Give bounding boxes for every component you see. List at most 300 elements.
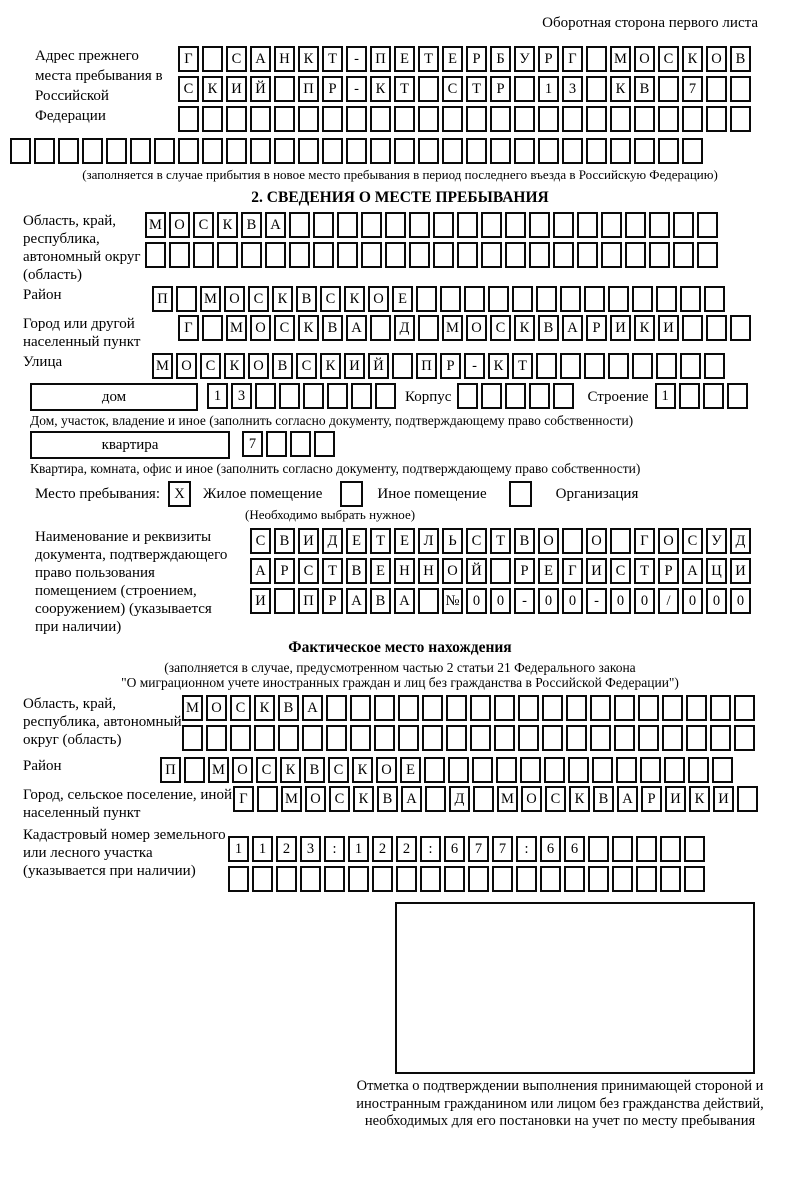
char-cell bbox=[420, 866, 441, 892]
char-cell bbox=[468, 866, 489, 892]
char-cell: Г bbox=[178, 315, 199, 341]
char-cell bbox=[466, 106, 487, 132]
char-cell bbox=[82, 138, 103, 164]
stroenie-label: Строение bbox=[587, 389, 649, 405]
char-cell bbox=[664, 757, 685, 783]
char-cell: М bbox=[610, 46, 631, 72]
char-cell bbox=[346, 138, 367, 164]
char-cell bbox=[590, 725, 611, 751]
section2-title: 2. СВЕДЕНИЯ О МЕСТЕ ПРЕБЫВАНИЯ bbox=[251, 189, 549, 206]
char-cell: И bbox=[250, 588, 271, 614]
char-cell bbox=[337, 242, 358, 268]
char-cell bbox=[710, 695, 731, 721]
char-cell bbox=[560, 286, 581, 312]
char-cell: : bbox=[324, 836, 345, 862]
char-cell: И bbox=[713, 786, 734, 812]
char-cell bbox=[616, 757, 637, 783]
fact-caption-line2: "О миграционном учете иностранных граждан и лиц без гражданства в Российской Федерации") bbox=[121, 675, 679, 690]
char-cell bbox=[290, 431, 311, 457]
char-cell: Е bbox=[394, 528, 415, 554]
char-cell: С bbox=[658, 46, 679, 72]
char-cell bbox=[448, 757, 469, 783]
fact-gorod-block bbox=[0, 786, 800, 822]
char-cell: И bbox=[298, 528, 319, 554]
char-cell bbox=[241, 242, 262, 268]
char-cell bbox=[327, 383, 348, 409]
char-cell: У bbox=[706, 528, 727, 554]
char-cell: В bbox=[296, 286, 317, 312]
char-cell bbox=[424, 757, 445, 783]
char-cell: С bbox=[466, 528, 487, 554]
char-cell: В bbox=[538, 315, 559, 341]
page-side-note: Оборотная сторона первого листа bbox=[542, 15, 758, 31]
char-cell bbox=[679, 383, 700, 409]
char-cell bbox=[658, 76, 679, 102]
char-cell bbox=[472, 757, 493, 783]
char-cell bbox=[226, 138, 247, 164]
document-cells-row-3 bbox=[250, 588, 754, 614]
char-cell: А bbox=[250, 46, 271, 72]
char-cell bbox=[202, 315, 223, 341]
char-cell bbox=[577, 212, 598, 238]
char-cell: 7 bbox=[492, 836, 513, 862]
dom-box: дом bbox=[30, 383, 198, 411]
char-cell: Р bbox=[322, 76, 343, 102]
char-cell: А bbox=[617, 786, 638, 812]
char-cell bbox=[514, 76, 535, 102]
char-cell bbox=[446, 725, 467, 751]
char-cell bbox=[176, 286, 197, 312]
char-cell bbox=[562, 528, 583, 554]
char-cell bbox=[178, 138, 199, 164]
char-cell bbox=[303, 383, 324, 409]
char-cell: : bbox=[420, 836, 441, 862]
char-cell bbox=[494, 725, 515, 751]
char-cell: Р bbox=[538, 46, 559, 72]
char-cell: О bbox=[169, 212, 190, 238]
char-cell bbox=[372, 866, 393, 892]
char-cell bbox=[351, 383, 372, 409]
char-cell: 1 bbox=[207, 383, 228, 409]
char-cell bbox=[314, 431, 335, 457]
char-cell: Е bbox=[394, 46, 415, 72]
char-cell: В bbox=[370, 588, 391, 614]
char-cell bbox=[425, 786, 446, 812]
fact-oblast-block bbox=[0, 695, 800, 755]
char-cell: Р bbox=[514, 558, 535, 584]
char-cell: К bbox=[224, 353, 245, 379]
char-cell bbox=[505, 242, 526, 268]
char-cell: Е bbox=[400, 757, 421, 783]
char-cell bbox=[398, 695, 419, 721]
char-cell: К bbox=[272, 286, 293, 312]
char-cell: Б bbox=[490, 46, 511, 72]
char-cell bbox=[422, 695, 443, 721]
char-cell bbox=[553, 242, 574, 268]
char-cell bbox=[542, 725, 563, 751]
char-cell: А bbox=[394, 588, 415, 614]
char-cell: О bbox=[224, 286, 245, 312]
char-cell bbox=[322, 138, 343, 164]
char-cell: И bbox=[344, 353, 365, 379]
char-cell: Д bbox=[322, 528, 343, 554]
char-cell: Т bbox=[322, 558, 343, 584]
raion-cells bbox=[152, 286, 728, 312]
char-cell bbox=[660, 836, 681, 862]
char-cell bbox=[154, 138, 175, 164]
char-cell: Д bbox=[394, 315, 415, 341]
char-cell: О bbox=[658, 528, 679, 554]
char-cell bbox=[442, 138, 463, 164]
char-cell bbox=[592, 757, 613, 783]
char-cell bbox=[706, 315, 727, 341]
char-cell bbox=[289, 212, 310, 238]
char-cell bbox=[326, 695, 347, 721]
char-cell bbox=[322, 106, 343, 132]
char-cell bbox=[584, 353, 605, 379]
char-cell: О bbox=[250, 315, 271, 341]
stamp-caption: Отметка о подтверждении выполнения принимающей стороной и иностранным гражданином или лицом без гражданства действий, необходимых для его постановки на учет по месту пребывания bbox=[356, 1078, 764, 1129]
char-cell: О bbox=[466, 315, 487, 341]
char-cell: М bbox=[281, 786, 302, 812]
char-cell: К bbox=[488, 353, 509, 379]
char-cell: П bbox=[298, 76, 319, 102]
char-cell bbox=[529, 383, 550, 409]
char-cell bbox=[418, 315, 439, 341]
char-cell: Е bbox=[538, 558, 559, 584]
char-cell: К bbox=[217, 212, 238, 238]
char-cell bbox=[350, 695, 371, 721]
char-cell: К bbox=[298, 315, 319, 341]
char-cell: А bbox=[346, 315, 367, 341]
char-cell: 3 bbox=[562, 76, 583, 102]
char-cell: Т bbox=[512, 353, 533, 379]
char-cell: Г bbox=[233, 786, 254, 812]
char-cell: В bbox=[304, 757, 325, 783]
char-cell: М bbox=[152, 353, 173, 379]
char-cell bbox=[660, 866, 681, 892]
char-cell: 1 bbox=[538, 76, 559, 102]
char-cell bbox=[442, 106, 463, 132]
char-cell bbox=[553, 383, 574, 409]
char-cell bbox=[697, 212, 718, 238]
char-cell bbox=[568, 757, 589, 783]
char-cell bbox=[348, 866, 369, 892]
char-cell: Т bbox=[322, 46, 343, 72]
char-cell: 1 bbox=[228, 836, 249, 862]
char-cell bbox=[370, 138, 391, 164]
char-cell: Т bbox=[490, 528, 511, 554]
char-cell bbox=[370, 106, 391, 132]
char-cell: 2 bbox=[276, 836, 297, 862]
char-cell: Г bbox=[634, 528, 655, 554]
char-cell: № bbox=[442, 588, 463, 614]
char-cell: Д bbox=[449, 786, 470, 812]
char-cell: Ь bbox=[442, 528, 463, 554]
char-cell bbox=[673, 212, 694, 238]
korpus-label: Корпус bbox=[405, 389, 452, 405]
dom-cells bbox=[207, 383, 399, 409]
char-cell: 1 bbox=[348, 836, 369, 862]
char-cell bbox=[610, 106, 631, 132]
char-cell bbox=[632, 286, 653, 312]
char-cell bbox=[505, 383, 526, 409]
char-cell bbox=[490, 138, 511, 164]
char-cell bbox=[444, 866, 465, 892]
char-cell bbox=[538, 106, 559, 132]
char-cell bbox=[680, 353, 701, 379]
char-cell bbox=[457, 242, 478, 268]
char-cell bbox=[433, 212, 454, 238]
char-cell: П bbox=[152, 286, 173, 312]
char-cell: В bbox=[346, 558, 367, 584]
char-cell bbox=[614, 695, 635, 721]
char-cell: Е bbox=[442, 46, 463, 72]
char-cell bbox=[178, 106, 199, 132]
char-cell bbox=[514, 106, 535, 132]
char-cell bbox=[409, 212, 430, 238]
kvartira-box: квартира bbox=[30, 431, 230, 459]
char-cell bbox=[636, 836, 657, 862]
char-cell: 0 bbox=[466, 588, 487, 614]
stamp-box bbox=[395, 902, 755, 1074]
char-cell bbox=[608, 353, 629, 379]
gorod-label: Город или другой населенный пункт bbox=[23, 316, 141, 350]
char-cell bbox=[466, 138, 487, 164]
char-cell: У bbox=[514, 46, 535, 72]
char-cell bbox=[490, 558, 511, 584]
fact-oblast-cells-row-1 bbox=[182, 695, 758, 721]
char-cell bbox=[184, 757, 205, 783]
char-cell bbox=[324, 866, 345, 892]
char-cell: А bbox=[265, 212, 286, 238]
char-cell bbox=[289, 242, 310, 268]
char-cell: С bbox=[682, 528, 703, 554]
char-cell bbox=[481, 242, 502, 268]
char-cell: О bbox=[634, 46, 655, 72]
fact-oblast-cells-row-2 bbox=[182, 725, 758, 751]
char-cell bbox=[673, 242, 694, 268]
char-cell: К bbox=[280, 757, 301, 783]
char-cell: К bbox=[682, 46, 703, 72]
document-cells-row-1 bbox=[250, 528, 754, 554]
char-cell: Р bbox=[586, 315, 607, 341]
char-cell bbox=[584, 286, 605, 312]
char-cell: / bbox=[658, 588, 679, 614]
char-cell bbox=[516, 866, 537, 892]
char-cell: К bbox=[344, 286, 365, 312]
char-cell: Г bbox=[562, 46, 583, 72]
prev-address-block bbox=[0, 46, 800, 136]
char-cell: 0 bbox=[490, 588, 511, 614]
char-cell: Р bbox=[490, 76, 511, 102]
char-cell bbox=[505, 212, 526, 238]
char-cell bbox=[374, 725, 395, 751]
house-line bbox=[30, 383, 800, 411]
char-cell bbox=[433, 242, 454, 268]
char-cell: С bbox=[490, 315, 511, 341]
char-cell bbox=[612, 836, 633, 862]
char-cell bbox=[710, 725, 731, 751]
char-cell: 0 bbox=[730, 588, 751, 614]
char-cell: К bbox=[320, 353, 341, 379]
char-cell: 7 bbox=[682, 76, 703, 102]
char-cell bbox=[680, 286, 701, 312]
char-cell: В bbox=[377, 786, 398, 812]
char-cell bbox=[712, 757, 733, 783]
char-cell bbox=[682, 106, 703, 132]
prev-address-cells-row-1 bbox=[178, 46, 754, 72]
stay-type-label: Место пребывания: bbox=[35, 486, 160, 502]
stay-type-line bbox=[35, 481, 800, 507]
char-cell bbox=[418, 76, 439, 102]
char-cell: 6 bbox=[444, 836, 465, 862]
char-cell: О bbox=[586, 528, 607, 554]
gorod-block bbox=[0, 315, 800, 351]
house-caption: Дом, участок, владение и иное (заполнить согласно документу, подтверждающему право собственности) bbox=[30, 413, 634, 428]
char-cell: О bbox=[442, 558, 463, 584]
char-cell bbox=[228, 866, 249, 892]
char-cell bbox=[638, 695, 659, 721]
char-cell bbox=[274, 588, 295, 614]
char-cell: А bbox=[682, 558, 703, 584]
document-rows bbox=[250, 528, 754, 618]
char-cell bbox=[562, 106, 583, 132]
apartment-line bbox=[30, 431, 800, 459]
char-cell bbox=[313, 242, 334, 268]
char-cell bbox=[394, 106, 415, 132]
char-cell bbox=[638, 725, 659, 751]
char-cell: 0 bbox=[706, 588, 727, 614]
char-cell: 7 bbox=[468, 836, 489, 862]
char-cell bbox=[662, 725, 683, 751]
document-cells-row-2 bbox=[250, 558, 754, 584]
char-cell bbox=[658, 138, 679, 164]
char-cell: С bbox=[442, 76, 463, 102]
char-cell: В bbox=[730, 46, 751, 72]
char-cell bbox=[494, 695, 515, 721]
char-cell bbox=[446, 695, 467, 721]
char-cell bbox=[706, 106, 727, 132]
fact-raion-label: Район bbox=[23, 758, 62, 774]
char-cell bbox=[632, 353, 653, 379]
fact-gorod-cells bbox=[233, 786, 761, 812]
char-cell: Р bbox=[440, 353, 461, 379]
char-cell bbox=[634, 138, 655, 164]
char-cell bbox=[375, 383, 396, 409]
char-cell bbox=[398, 725, 419, 751]
char-cell bbox=[682, 315, 703, 341]
char-cell: С bbox=[248, 286, 269, 312]
char-cell bbox=[226, 106, 247, 132]
char-cell bbox=[396, 866, 417, 892]
char-cell: М bbox=[200, 286, 221, 312]
char-cell: В bbox=[272, 353, 293, 379]
char-cell: 6 bbox=[564, 836, 585, 862]
char-cell bbox=[418, 138, 439, 164]
char-cell: Т bbox=[466, 76, 487, 102]
char-cell bbox=[577, 242, 598, 268]
char-cell: Ц bbox=[706, 558, 727, 584]
char-cell bbox=[374, 695, 395, 721]
char-cell bbox=[370, 315, 391, 341]
option-zhiloe-label: Жилое помещение bbox=[203, 486, 323, 502]
char-cell bbox=[302, 725, 323, 751]
char-cell: И bbox=[586, 558, 607, 584]
char-cell bbox=[130, 138, 151, 164]
char-cell: Т bbox=[370, 528, 391, 554]
char-cell: К bbox=[569, 786, 590, 812]
char-cell bbox=[512, 286, 533, 312]
char-cell bbox=[230, 725, 251, 751]
char-cell: О bbox=[376, 757, 397, 783]
char-cell bbox=[492, 866, 513, 892]
char-cell: Е bbox=[346, 528, 367, 554]
char-cell bbox=[350, 725, 371, 751]
char-cell: С bbox=[545, 786, 566, 812]
char-cell: П bbox=[160, 757, 181, 783]
char-cell: О bbox=[538, 528, 559, 554]
char-cell: Й bbox=[250, 76, 271, 102]
char-cell bbox=[730, 106, 751, 132]
char-cell: О bbox=[368, 286, 389, 312]
raion-block bbox=[0, 286, 800, 312]
char-cell: Р bbox=[322, 588, 343, 614]
char-cell bbox=[254, 725, 275, 751]
char-cell: С bbox=[298, 558, 319, 584]
raion-label: Район bbox=[23, 287, 62, 303]
char-cell bbox=[490, 106, 511, 132]
char-cell bbox=[634, 106, 655, 132]
char-cell bbox=[496, 757, 517, 783]
char-cell bbox=[202, 46, 223, 72]
char-cell bbox=[394, 138, 415, 164]
char-cell: 0 bbox=[538, 588, 559, 614]
char-cell: 6 bbox=[540, 836, 561, 862]
char-cell bbox=[346, 106, 367, 132]
checkbox-inoe bbox=[340, 481, 363, 507]
char-cell bbox=[566, 695, 587, 721]
char-cell: С bbox=[200, 353, 221, 379]
char-cell bbox=[614, 725, 635, 751]
char-cell: М bbox=[226, 315, 247, 341]
char-cell: Н bbox=[394, 558, 415, 584]
char-cell bbox=[169, 242, 190, 268]
char-cell bbox=[518, 725, 539, 751]
char-cell: С bbox=[296, 353, 317, 379]
char-cell: К bbox=[370, 76, 391, 102]
char-cell bbox=[440, 286, 461, 312]
char-cell: К bbox=[352, 757, 373, 783]
char-cell bbox=[662, 695, 683, 721]
char-cell: 0 bbox=[682, 588, 703, 614]
char-cell bbox=[252, 866, 273, 892]
option-inoe-label: Иное помещение bbox=[377, 486, 487, 502]
char-cell bbox=[202, 138, 223, 164]
char-cell bbox=[730, 315, 751, 341]
char-cell bbox=[529, 212, 550, 238]
char-cell bbox=[58, 138, 79, 164]
char-cell: В bbox=[278, 695, 299, 721]
kadastr-rows bbox=[228, 836, 708, 896]
apartment-caption: Квартира, комната, офис и иное (заполнить согласно документу, подтверждающему право собственности) bbox=[30, 461, 641, 476]
document-block bbox=[0, 528, 800, 636]
char-cell bbox=[145, 242, 166, 268]
char-cell bbox=[418, 106, 439, 132]
char-cell: И bbox=[226, 76, 247, 102]
char-cell: В bbox=[241, 212, 262, 238]
char-cell: П bbox=[298, 588, 319, 614]
